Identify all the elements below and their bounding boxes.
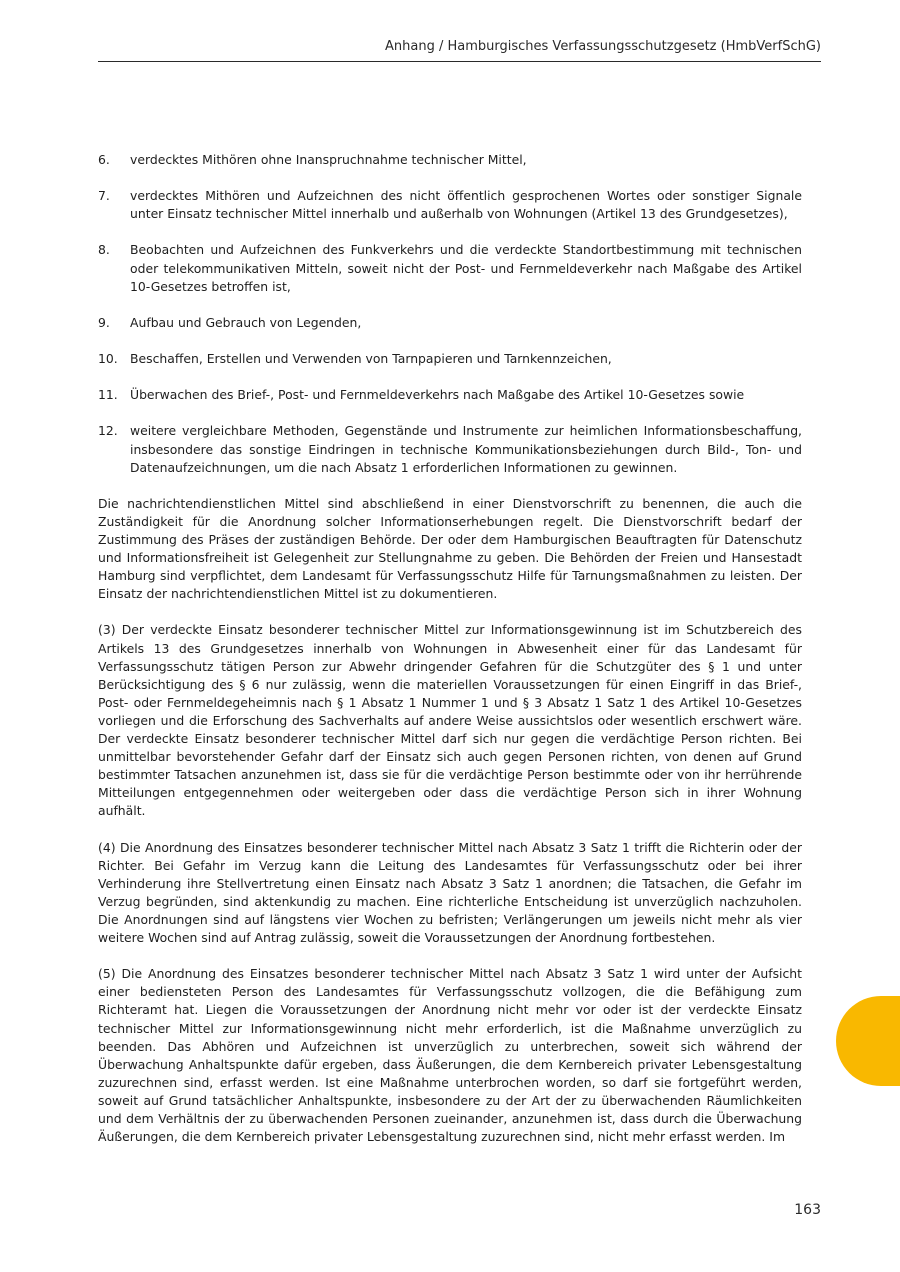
list-item-text: verdecktes Mithören und Aufzeichnen des nicht öffentlich gesprochenen Wortes oder sonstiger Signale unter Einsatz technischer Mittel innerhalb und außerhalb von Wohnungen (Artikel 13 des Grundgesetzes), — [130, 188, 802, 222]
list-item — [98, 350, 802, 368]
list-item-number: 10. — [98, 351, 118, 367]
paragraph-section-5: (5) Die Anordnung des Einsatzes besonderer technischer Mittel nach Absatz 3 Satz 1 wird unter der Aufsicht einer bediensteten Person des Landesamtes für Verfassungsschutz vollzogen, die die Befähigung zum Richteramt hat. Liegen die Voraussetzungen der Anordnung nicht mehr vor oder ist der verdeckte Einsatz technischer Mittel zur Informationsgewinnung nicht mehr erforderlich, ist die Maßnahme unverzüglich zu beenden. Das Abhören und Aufzeichnen ist unverzüglich zu unterbrechen, soweit sich während der Überwachung Anhaltspunkte dafür ergeben, dass Äußerungen, die dem Kernbereich privater Lebensgestaltung zuzurechnen sind, erfasst werden. Ist eine Maßnahme unterbrochen worden, so darf sie fortgeführt werden, soweit auf Grund tatsächlicher Anhaltspunkte, insbesondere zu der Art der zu überwachenden Räumlichkeiten und dem Verhältnis der zu überwachenden Personen zueinander, anzunehmen ist, dass durch die Überwachung Äußerungen, die dem Kernbereich privater Lebensgestaltung zuzurechnen sind, nicht mehr erfasst werden. Im — [98, 966, 802, 1145]
paragraph-section-4: (4) Die Anordnung des Einsatzes besonderer technischer Mittel nach Absatz 3 Satz 1 trifft die Richterin oder der Richter. Bei Gefahr im Verzug kann die Leitung des Landesamtes für Verfassungsschutz oder bei ihrer Verhinderung ihre Stellvertretung einen Einsatz nach Absatz 3 Satz 1 anordnen; die Tatsachen, die Gefahr im Verzug begründen, sind aktenkundig zu machen. Eine richterliche Entscheidung ist unverzüglich nachzuholen. Die Anordnungen sind auf längstens vier Wochen zu befristen; Verlängerungen um jeweils nicht mehr als vier weitere Wochen sind auf Antrag zulässig, soweit die Voraussetzungen der Anordnung fortbestehen. — [98, 839, 802, 946]
list-item — [98, 151, 802, 169]
header-divider — [98, 61, 821, 62]
running-header: Anhang / Hamburgisches Verfassungsschutzgesetz (HmbVerfSchG) — [385, 39, 821, 54]
list-item-number: 8. — [98, 242, 110, 258]
list-item-number: 11. — [98, 387, 118, 403]
list-item-number: 12. — [98, 423, 118, 439]
page-body — [98, 151, 802, 1164]
list-item-number: 7. — [98, 188, 110, 204]
list-item-number: 9. — [98, 314, 110, 330]
list-item-text: Beobachten und Aufzeichnen des Funkverkehrs und die verdeckte Standortbestimmung mit technischen oder telekommunikativen Mitteln, soweit nicht der Post- und Fernmeldeverkehr nach Maßgabe des Artikel 10-Gesetzes betroffen ist, — [130, 242, 802, 294]
paragraph-section-3: (3) Der verdeckte Einsatz besonderer technischer Mittel zur Informationsgewinnung ist im Schutzbereich des Artikels 13 des Grundgesetzes innerhalb von Wohnungen in Abwesenheit einer für das Landesamt für Verfassungsschutz tätigen Person zur Abwehr dringender Gefahren für die Schutzgüter des § 1 und unter Berücksichtigung des § 6 nur zulässig, wenn die materiellen Voraussetzungen für einen Eingriff in das Brief-, Post- oder Fernmeldegeheimnis nach § 1 Absatz 1 Nummer 1 und § 3 Absatz 1 Satz 1 des Artikel 10-Gesetzes vorliegen und die Erforschung des Sachverhalts auf andere Weise aussichtslos oder wesentlich erschwert wäre. Der verdeckte Einsatz besonderer technischer Mittel darf sich nur gegen die verdächtige Person richten. Bei unmittelbar bevorstehender Gefahr darf der Einsatz sich auch gegen Personen richten, von denen auf Grund bestimmter Tatsachen anzunehmen ist, dass sie für die verdächtige Person bestimmte oder von ihr herrührende Mitteilungen entgegennehmen oder weitergeben oder dass die verdächtige Person sich in ihrer Wohnung aufhält. — [98, 622, 802, 819]
list-item — [98, 314, 802, 332]
numbered-list — [98, 151, 802, 477]
list-item-number: 6. — [98, 152, 110, 167]
list-item-text: Aufbau und Gebrauch von Legenden, — [130, 314, 362, 330]
list-item-text: Beschaffen, Erstellen und Verwenden von Tarnpapieren und Tarnkennzeichen, — [130, 351, 612, 367]
chapter-thumb-tab — [836, 996, 900, 1086]
list-item-text: verdecktes Mithören ohne Inanspruchnahme technischer Mittel, — [130, 152, 527, 167]
list-item — [98, 422, 802, 476]
list-item-text: weitere vergleichbare Methoden, Gegenstände und Instrumente zur heimlichen Informationsbeschaffung, insbesondere das sonstige Eindringen in technische Kommunikationsbeziehungen durch Bild-, Ton- und Datenaufzeichnungen, um die nach Absatz 1 erforderlichen Informationen zu gewinnen. — [130, 423, 802, 475]
list-item — [98, 386, 802, 404]
list-item-text: Überwachen des Brief-, Post- und Fernmeldeverkehrs nach Maßgabe des Artikel 10-Gesetzes sowie — [130, 387, 745, 403]
paragraph-service-regulation: Die nachrichtendienstlichen Mittel sind abschließend in einer Dienstvorschrift zu benennen, die auch die Zuständigkeit für die Anordnung solcher Informationserhebungen regelt. Die Dienstvorschrift bedarf der Zustimmung des Präses der zuständigen Behörde. Der oder dem Hamburgischen Beauftragten für Datenschutz und Informationsfreiheit ist Gelegenheit zur Stellungnahme zu geben. Die Behörden der Freien und Hansestadt Hamburg sind verpflichtet, dem Landesamt für Verfassungsschutz Hilfe für Tarnungsmaßnahmen zu leisten. Der Einsatz der nachrichtendienstlichen Mittel ist zu dokumentieren. — [98, 495, 802, 602]
list-item — [98, 187, 802, 223]
page-number: 163 — [794, 1202, 821, 1218]
list-item — [98, 241, 802, 295]
